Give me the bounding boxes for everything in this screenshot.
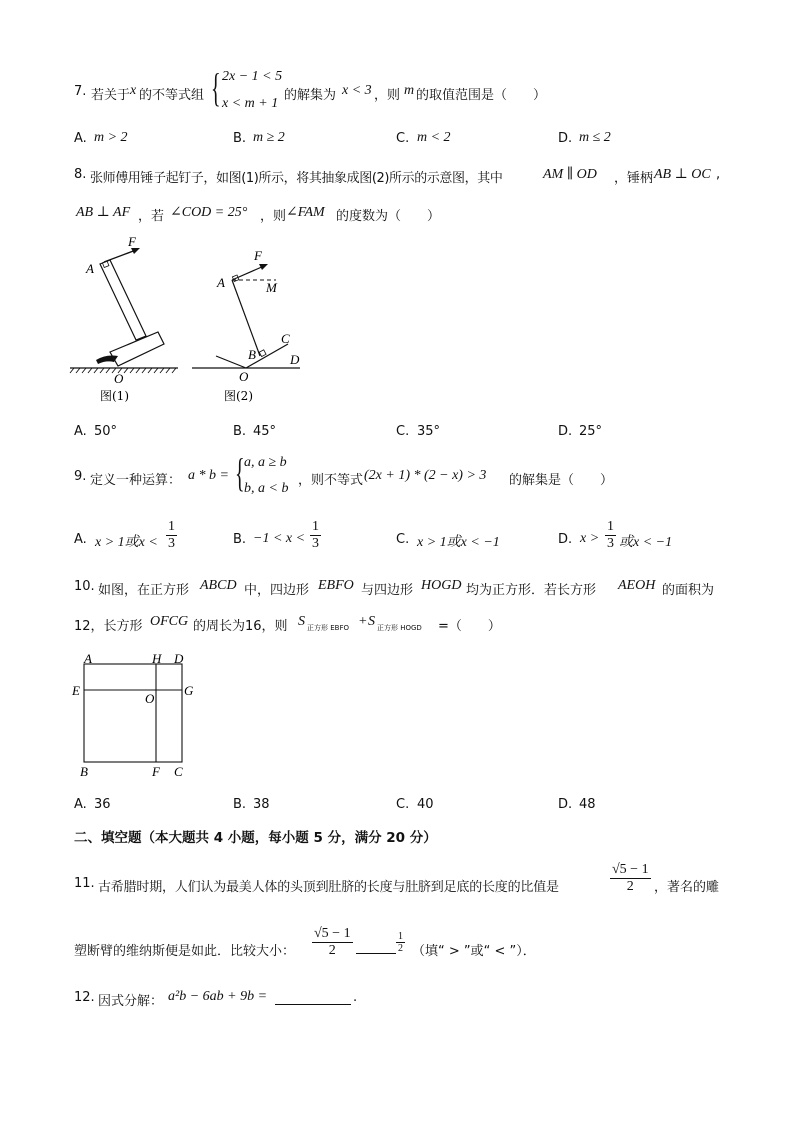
q7-option-d[interactable]: m ≤ 2 bbox=[579, 130, 611, 145]
q9-option-d-post: 或x < −1 bbox=[619, 535, 673, 550]
force-arrow bbox=[104, 250, 136, 262]
q11-line1-end: ，著名的雕 bbox=[654, 880, 720, 895]
q10-s1-subscript: 正方形 EBFO bbox=[307, 624, 349, 632]
label-A: A bbox=[217, 275, 225, 290]
q9-option-d-label: D. bbox=[558, 532, 573, 547]
q8-line2-text1: ，若 bbox=[138, 209, 165, 224]
label-O: O bbox=[114, 371, 124, 386]
q9-stem-c: 的解集是（ ） bbox=[509, 473, 614, 488]
q11-compare-fraction: $\frac{√5 - 1}{2}$ bbox=[314, 926, 351, 958]
q9-stem-a: 定义一种运算： bbox=[90, 473, 182, 488]
q12-text: 因式分解： bbox=[98, 994, 164, 1009]
label-B: B bbox=[248, 347, 256, 362]
q10-line1-c: 与四边形 bbox=[361, 583, 414, 598]
q8-option-a[interactable]: 50° bbox=[94, 424, 118, 439]
q7-brace: { bbox=[211, 65, 221, 110]
q9-option-a-pre[interactable]: x > 1或x < bbox=[95, 535, 158, 550]
q7-system-line2: x < m + 1 bbox=[222, 96, 279, 111]
q8-option-c[interactable]: 35° bbox=[417, 424, 441, 439]
q10-ofcg: OFCG bbox=[150, 614, 189, 629]
q10-option-a-label: A. bbox=[74, 797, 87, 812]
q11-line2-b: （填“ > ”或“ < ”）． bbox=[412, 944, 536, 959]
q7-option-b-label: B. bbox=[233, 131, 247, 146]
q8-line2-math3: ∠FAM bbox=[286, 205, 325, 220]
q7-stem-b: 的不等式组 bbox=[139, 88, 205, 103]
label-H: H bbox=[152, 651, 162, 666]
label-F: F bbox=[152, 764, 160, 779]
q11-line1: 古希腊时期，人们认为最美人体的头顶到肚脐的长度与肚脐到足底的长度的比值是 bbox=[98, 880, 559, 895]
label-F: F bbox=[254, 248, 262, 263]
q7-condition: x < 3 bbox=[342, 83, 372, 98]
q8-line1-text: 张师傅用锤子起钉子，如图(1)所示，将其抽象成图(2)所示的示意图，其中 bbox=[90, 171, 503, 186]
label-G: G bbox=[184, 683, 194, 698]
hammer-handle bbox=[100, 260, 146, 340]
q11-line2-a: 塑断臂的维纳斯便是如此．比较大小： bbox=[74, 944, 296, 959]
label-C: C bbox=[174, 764, 183, 779]
q7-option-a-label: A. bbox=[74, 131, 87, 146]
q8-option-a-label: A. bbox=[74, 424, 87, 439]
q9-option-b-fraction: $\frac{1}{3}$ bbox=[312, 519, 319, 551]
label-O: O bbox=[145, 691, 155, 706]
q8-line1-math2: AB ⊥ OC bbox=[654, 167, 711, 182]
q7-stem-e: 的取值范围是（ ） bbox=[416, 88, 547, 103]
q8-option-c-label: C. bbox=[396, 424, 410, 439]
q11-golden-ratio-fraction: $\frac{√5 - 1}{2}$ bbox=[612, 862, 649, 894]
q10-line1-a: 如图，在正方形 bbox=[98, 583, 190, 598]
q9-inequality: (2x + 1) * (2 − x) > 3 bbox=[364, 468, 487, 483]
square-ABCD bbox=[84, 664, 182, 762]
q9-option-c-label: C. bbox=[396, 532, 410, 547]
q7-number: 7. bbox=[74, 84, 87, 99]
q12-end: . bbox=[353, 990, 358, 1005]
q10-figure bbox=[66, 648, 206, 782]
q7-stem-c: 的解集为 bbox=[284, 88, 337, 103]
q10-line2-a: 12，长方形 bbox=[74, 619, 143, 634]
short-segment bbox=[216, 356, 246, 368]
q7-stem-d: ，则 bbox=[374, 88, 401, 103]
label-A: A bbox=[84, 651, 92, 666]
q7-option-b[interactable]: m ≥ 2 bbox=[253, 130, 285, 145]
q8-option-b-label: B. bbox=[233, 424, 247, 439]
q9-option-c[interactable]: x > 1或x < −1 bbox=[417, 535, 500, 550]
q12-number: 12. bbox=[74, 990, 95, 1005]
line-AF bbox=[232, 266, 264, 280]
q11-half-fraction: $\frac{1}{2}$ bbox=[398, 931, 403, 954]
q8-line1-end: , bbox=[716, 167, 721, 182]
fig2-caption: 图(2) bbox=[224, 389, 253, 403]
q10-s1: S bbox=[298, 614, 305, 629]
q10-line2-c: =（ ） bbox=[438, 619, 501, 634]
q10-ebfo: EBFO bbox=[318, 578, 354, 593]
label-M: M bbox=[266, 280, 277, 295]
q8-line2-math2: ∠COD = 25° bbox=[170, 205, 248, 220]
label-B: B bbox=[80, 764, 88, 779]
q9-option-d-fraction: $\frac{1}{3}$ bbox=[607, 519, 614, 551]
q9-stem-b: ，则不等式 bbox=[298, 473, 364, 488]
label-O: O bbox=[239, 369, 249, 384]
q8-line2-math1: AB ⊥ AF bbox=[76, 205, 131, 220]
q9-case2: b, a < b bbox=[244, 481, 289, 496]
q11-answer-blank[interactable] bbox=[356, 937, 396, 954]
q10-s2: S bbox=[368, 614, 375, 629]
label-D: D bbox=[290, 352, 300, 367]
q8-figure-2 bbox=[188, 244, 318, 410]
q7-system-line1: 2x − 1 < 5 bbox=[222, 69, 283, 84]
label-E: E bbox=[72, 683, 80, 698]
q9-case1: a, a ≥ b bbox=[244, 455, 287, 470]
q8-line2-text3: 的度数为（ ） bbox=[336, 209, 441, 224]
q10-plus: + bbox=[358, 614, 368, 629]
q12-expression: a²b − 6ab + 9b = bbox=[168, 989, 268, 1004]
q9-option-a-fraction: $\frac{1}{3}$ bbox=[168, 519, 175, 551]
q10-option-d[interactable]: 48 bbox=[579, 797, 596, 812]
q10-abcd: ABCD bbox=[200, 578, 237, 593]
q11-number: 11. bbox=[74, 876, 95, 891]
label-C: C bbox=[281, 331, 290, 346]
q8-figure-1 bbox=[66, 232, 186, 410]
q7-var-m: m bbox=[404, 83, 415, 98]
q7-option-a[interactable]: m > 2 bbox=[94, 130, 128, 145]
label-A: A bbox=[86, 261, 94, 276]
section-2-title: 二、填空题（本大题共 4 小题，每小题 5 分，满分 20 分） bbox=[74, 830, 437, 846]
q8-line1-text2: ，锤柄 bbox=[614, 171, 654, 186]
q10-line1-d: 均为正方形．若长方形 bbox=[466, 583, 597, 598]
q8-option-d-label: D. bbox=[558, 424, 573, 439]
q8-line1-math1: AM ∥ OD bbox=[543, 167, 597, 182]
q8-line2-text2: ，则 bbox=[260, 209, 287, 224]
q9-brace: { bbox=[235, 450, 245, 495]
q9-option-b-label: B. bbox=[233, 532, 247, 547]
q10-option-c[interactable]: 40 bbox=[417, 797, 434, 812]
q10-aeoh: AEOH bbox=[618, 578, 656, 593]
q7-option-c-label: C. bbox=[396, 131, 410, 146]
line-AB bbox=[232, 280, 260, 356]
q7-option-c[interactable]: m < 2 bbox=[417, 130, 451, 145]
q10-hogd: HOGD bbox=[421, 578, 462, 593]
q9-number: 9. bbox=[74, 469, 87, 484]
q10-option-b[interactable]: 38 bbox=[253, 797, 270, 812]
q9-option-b-pre[interactable]: −1 < x < bbox=[253, 531, 306, 546]
fig1-caption: 图(1) bbox=[100, 389, 129, 403]
q10-line1-b: 中，四边形 bbox=[244, 583, 310, 598]
label-D: D bbox=[174, 651, 184, 666]
q9-operation: a * b = bbox=[188, 468, 229, 483]
q8-option-d[interactable]: 25° bbox=[579, 424, 603, 439]
q7-stem-a: 若关于 bbox=[91, 88, 131, 103]
q10-option-b-label: B. bbox=[233, 797, 247, 812]
label-F: F bbox=[128, 234, 136, 249]
q9-option-d-pre[interactable]: x > bbox=[580, 531, 600, 546]
q10-line1-e: 的面积为 bbox=[662, 583, 715, 598]
q10-option-c-label: C. bbox=[396, 797, 410, 812]
q10-number: 10. bbox=[74, 579, 95, 594]
hammer-claw bbox=[96, 356, 118, 365]
q9-option-a-label: A. bbox=[74, 532, 87, 547]
q10-option-a[interactable]: 36 bbox=[94, 797, 111, 812]
q10-s2-subscript: 正方形 HOGD bbox=[377, 624, 422, 632]
q8-option-b[interactable]: 45° bbox=[253, 424, 277, 439]
q8-number: 8. bbox=[74, 167, 87, 182]
q10-line2-b: 的周长为16，则 bbox=[193, 619, 288, 634]
q10-option-d-label: D. bbox=[558, 797, 573, 812]
q7-option-d-label: D. bbox=[558, 131, 573, 146]
q12-answer-blank[interactable] bbox=[275, 988, 351, 1005]
q7-var-x: x bbox=[130, 83, 137, 98]
